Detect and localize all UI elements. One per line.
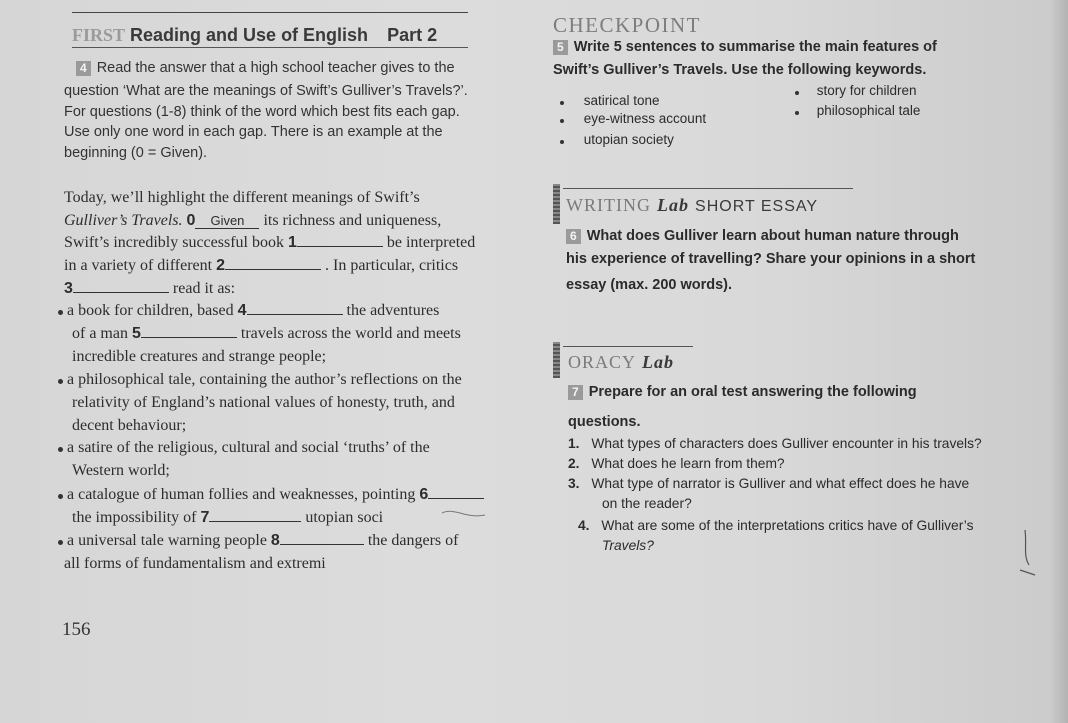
question-number: 4. (578, 518, 590, 533)
lab-word: Lab (642, 352, 675, 372)
gap-3-blank[interactable] (73, 292, 169, 293)
gap-4-blank[interactable] (247, 314, 343, 315)
section-header (72, 25, 437, 46)
keyword-item (560, 93, 660, 108)
passage-text: in a variety of different (64, 257, 213, 274)
book-title: Gulliver’s Travels. (64, 212, 183, 229)
passage-text: travels across the world and meets (240, 325, 461, 342)
keyword-text: story for children (816, 83, 917, 98)
gap-number-4: 4 (237, 302, 247, 319)
bullet-icon (560, 140, 564, 144)
oracy-lab-line2: questions. (568, 414, 641, 430)
oracy-lab-bar (553, 342, 560, 378)
header-title: Reading and Use of English (130, 25, 369, 45)
passage-text: the adventures (346, 302, 440, 319)
oracy-lab-rule (563, 346, 693, 347)
gap-number-6: 6 (419, 486, 429, 503)
passage-text: . In particular, critics (325, 257, 459, 274)
gap-2-blank[interactable] (225, 269, 321, 270)
writing-lab-rule (563, 188, 853, 189)
passage-line16 (58, 532, 458, 550)
exercise5-text1: Write 5 sentences to summarise the main features of (573, 39, 937, 55)
passage-line10: relativity of England’s national values of honesty, truth, and (72, 394, 455, 411)
keyword-text: satirical tone (583, 93, 660, 108)
oracy-lab-title (568, 352, 674, 373)
exercise5-line1 (553, 39, 937, 55)
passage-text: be interpreted (386, 234, 476, 251)
gap-1-blank[interactable] (297, 246, 383, 247)
short-essay-word: SHORT ESSAY (695, 198, 819, 215)
writing-lab-bar (553, 184, 560, 224)
passage-line6 (58, 302, 439, 320)
bullet-icon (560, 101, 564, 105)
exercise4-line3: For questions (1-8) think of the word which best fits each gap. (64, 104, 460, 120)
exercise4-line5: beginning (0 = Given). (64, 145, 208, 161)
gap-number-7: 7 (200, 509, 210, 526)
passage-text: the impossibility of (72, 509, 197, 526)
oracy-lab-line1 (568, 384, 917, 400)
oracy-question (568, 436, 982, 451)
passage-line1: Today, we’ll highlight the different meanings of Swift’s (64, 189, 420, 206)
passage-text: Swift’s incredibly successful book (64, 234, 284, 251)
pencil-scribble (440, 505, 490, 525)
gap-6-blank[interactable] (428, 498, 484, 499)
bullet-icon (58, 379, 63, 384)
passage-text: a philosophical tale, containing the author’s reflections on the (67, 371, 462, 388)
oracy-lab-text1: Prepare for an oral test answering the following (588, 384, 917, 400)
passage-text: the dangers of (367, 532, 459, 549)
exercise7-number: 7 (568, 385, 583, 400)
writing-lab-text1: What does Gulliver learn about human nature through (586, 228, 959, 244)
question-text: What does he learn from them? (591, 456, 785, 471)
writing-lab-line3: essay (max. 200 words). (566, 277, 733, 293)
exercise5-number: 5 (553, 40, 568, 55)
gap-5-blank[interactable] (141, 337, 237, 338)
passage-line3 (64, 234, 475, 252)
keyword-item (560, 111, 706, 126)
passage-line4 (64, 257, 458, 275)
question-number: 2. (568, 456, 580, 471)
keyword-item (795, 103, 920, 118)
question-text: What type of narrator is Gulliver and what effect does he have (591, 476, 970, 491)
exercise4-number: 4 (76, 61, 91, 76)
passage-line9 (58, 371, 462, 389)
oracy-word: ORACY (568, 352, 637, 372)
header-first-word: FIRST (72, 25, 126, 45)
exercise4-line2: question ‘What are the meanings of Swift’s Gulliver’s Travels?’. (64, 83, 468, 99)
passage-text: utopian soci (305, 509, 384, 526)
exercise6-number: 6 (566, 229, 581, 244)
header-bottom-rule (72, 47, 468, 48)
passage-text: a satire of the religious, cultural and social ‘truths’ of the (67, 439, 430, 456)
exercise5-line2: Swift’s Gulliver’s Travels. Use the following keywords. (553, 62, 927, 78)
gap-8-blank[interactable] (280, 544, 364, 545)
oracy-question-cont: Travels? (602, 538, 654, 553)
gap-number-0: 0 (186, 212, 196, 229)
exercise4-line4: Use only one word in each gap. There is an example at the (64, 124, 443, 140)
passage-line14 (58, 486, 484, 504)
pencil-scribble (1005, 525, 1045, 595)
keyword-text: utopian society (583, 132, 674, 147)
bullet-icon (560, 119, 564, 123)
bullet-icon (58, 447, 63, 452)
gap-number-8: 8 (270, 532, 280, 549)
lab-word: Lab (657, 195, 689, 215)
bullet-icon (58, 540, 63, 545)
exercise4-text1: Read the answer that a high school teacher gives to the (96, 60, 455, 76)
passage-text: a catalogue of human follies and weaknesses, pointing (67, 486, 416, 503)
checkpoint-title: CHECKPOINT (553, 13, 702, 37)
header-top-rule (72, 12, 468, 13)
writing-lab-line2: his experience of travelling? Share your opinions in a short (566, 251, 976, 267)
gap-number-1: 1 (287, 234, 297, 251)
keyword-text: philosophical tale (816, 103, 921, 118)
passage-text: of a man (72, 325, 128, 342)
passage-line2 (64, 212, 441, 230)
gap-number-3: 3 (64, 280, 73, 297)
bullet-icon (58, 494, 63, 499)
header-part: Part 2 (387, 25, 438, 45)
oracy-question (578, 518, 974, 533)
gap-0-example: Given (195, 213, 259, 229)
bullet-icon (58, 310, 63, 315)
passage-line8: incredible creatures and strange people; (72, 348, 327, 365)
writing-lab-title (566, 195, 818, 216)
keyword-text: eye-witness account (583, 111, 707, 126)
bullet-icon (795, 111, 799, 115)
oracy-question-cont: on the reader? (602, 496, 692, 511)
passage-line2-end: its richness and uniqueness, (263, 212, 442, 229)
passage-line12 (58, 439, 430, 457)
passage-line11: decent behaviour; (72, 417, 187, 434)
bullet-icon (795, 91, 799, 95)
writing-lab-line1 (566, 228, 959, 244)
writing-lab-word: WRITING (566, 195, 651, 215)
question-number: 3. (568, 476, 580, 491)
gap-number-2: 2 (216, 257, 225, 274)
exercise4-line1 (76, 60, 455, 76)
keyword-item (795, 83, 917, 98)
passage-text: a universal tale warning people (67, 532, 267, 549)
oracy-question (568, 456, 785, 471)
gap-7-blank[interactable] (209, 521, 301, 522)
page-number: 156 (62, 619, 91, 640)
gap-number-5: 5 (131, 325, 141, 342)
passage-line17: all forms of fundamentalism and extremi (64, 555, 326, 572)
page-edge-shadow (1050, 0, 1068, 723)
passage-text: read it as: (172, 280, 236, 297)
question-text: What are some of the interpretations critics have of Gulliver’s (601, 518, 974, 533)
passage-line15 (72, 509, 383, 527)
question-number: 1. (568, 436, 580, 451)
oracy-question (568, 476, 969, 491)
keyword-item (560, 132, 674, 147)
passage-text: a book for children, based (67, 302, 234, 319)
question-text: What types of characters does Gulliver encounter in his travels? (591, 436, 982, 451)
passage-line7 (72, 325, 461, 343)
passage-line5 (64, 280, 235, 298)
passage-line13: Western world; (72, 462, 170, 479)
